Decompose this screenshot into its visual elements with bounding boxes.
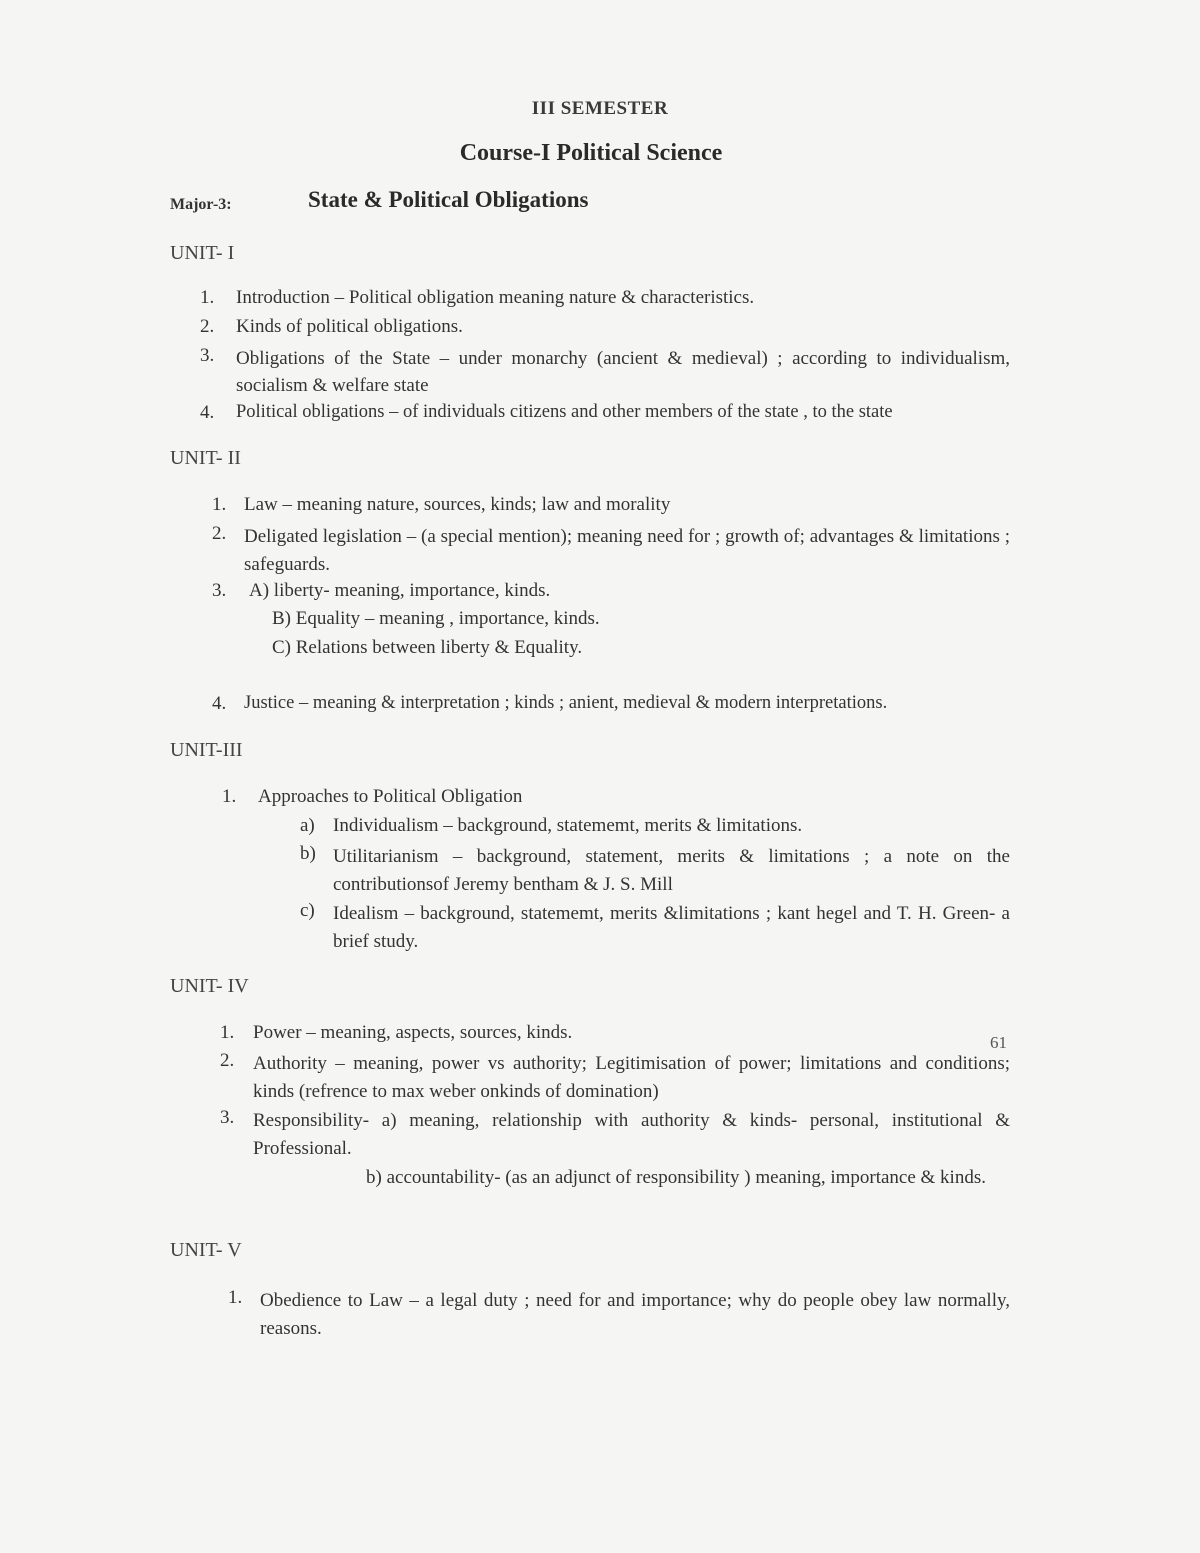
major-label: Major-3: <box>170 196 232 213</box>
list-item-number: 4. <box>200 402 215 423</box>
list-item-number: c) <box>300 900 315 921</box>
list-item-number: 2. <box>200 316 215 337</box>
list-item-number: 4. <box>212 693 227 714</box>
list-item-number: 2. <box>212 523 227 544</box>
list-item-text: B) Equality – meaning , importance, kinds. <box>272 608 600 629</box>
list-item-number: 3. <box>200 345 215 366</box>
unit-2-heading: UNIT- II <box>170 447 241 469</box>
list-item-text: A) liberty- meaning, importance, kinds. <box>249 580 551 601</box>
major-title: State & Political Obligations <box>308 187 589 212</box>
list-item-text: Introduction – Political obligation meaning nature & characteristics. <box>236 287 755 308</box>
list-item-text: Kinds of political obligations. <box>236 316 463 337</box>
list-item-number: 3. <box>212 580 227 601</box>
list-item-text: b) accountability- (as an adjunct of responsibility ) meaning, importance & kinds. <box>366 1167 986 1188</box>
unit-3-heading: UNIT-III <box>170 739 243 761</box>
unit-5-heading: UNIT- V <box>170 1239 242 1261</box>
list-item-text: Individualism – background, statememt, merits & limitations. <box>333 815 803 836</box>
list-item-number: 1. <box>200 287 215 308</box>
list-item-text: Utilitarianism – background, statement, merits & limitations ; a note on the contributionsof Jeremy bentham & J. S. Mill <box>333 846 1010 895</box>
page-number: 61 <box>990 1033 1007 1052</box>
list-item-text: Obedience to Law – a legal duty ; need for and importance; why do people obey law normally, reasons. <box>260 1290 1010 1339</box>
list-item-text: Obligations of the State – under monarchy (ancient & medieval) ; according to individualism, socialism & welfare state <box>236 348 1010 396</box>
list-item-text: Approaches to Political Obligation <box>258 786 523 807</box>
list-item-number: b) <box>300 843 316 864</box>
list-item-number: 1. <box>220 1022 235 1043</box>
list-item-number: a) <box>300 815 315 836</box>
semester-heading: III SEMESTER <box>531 98 669 119</box>
unit-4-heading: UNIT- IV <box>170 975 249 997</box>
list-item-text: C) Relations between liberty & Equality. <box>272 637 583 658</box>
list-item-number: 1. <box>212 494 227 515</box>
list-item-number: 2. <box>220 1050 235 1071</box>
list-item-text: Power – meaning, aspects, sources, kinds. <box>253 1022 573 1043</box>
unit-1-heading: UNIT- I <box>170 242 235 264</box>
course-title: Course-I Political Science <box>459 140 723 166</box>
list-item-number: 1. <box>222 786 237 807</box>
list-item-text: Responsibility- a) meaning, relationship with authority & kinds- personal, institutional & Professional. <box>253 1110 1010 1159</box>
list-item-text: Idealism – background, statememt, merits &limitations ; kant hegel and T. H. Green- a brief study. <box>333 903 1010 952</box>
list-item-number: 3. <box>220 1107 235 1128</box>
list-item-text: Political obligations – of individuals citizens and other members of the state , to the state <box>236 402 893 422</box>
list-item-text: Justice – meaning & interpretation ; kinds ; anient, medieval & modern interpretations. <box>244 693 888 713</box>
list-item-number: 1. <box>228 1287 243 1308</box>
list-item-text: Authority – meaning, power vs authority; Legitimisation of power; limitations and conditions; kinds (refrence to max weber onkinds of domination) <box>253 1053 1010 1102</box>
list-item-text: Law – meaning nature, sources, kinds; law and morality <box>244 494 671 515</box>
list-item-text: Deligated legislation – (a special mention); meaning need for ; growth of; advantages & limitations ; safeguards. <box>244 526 1010 575</box>
